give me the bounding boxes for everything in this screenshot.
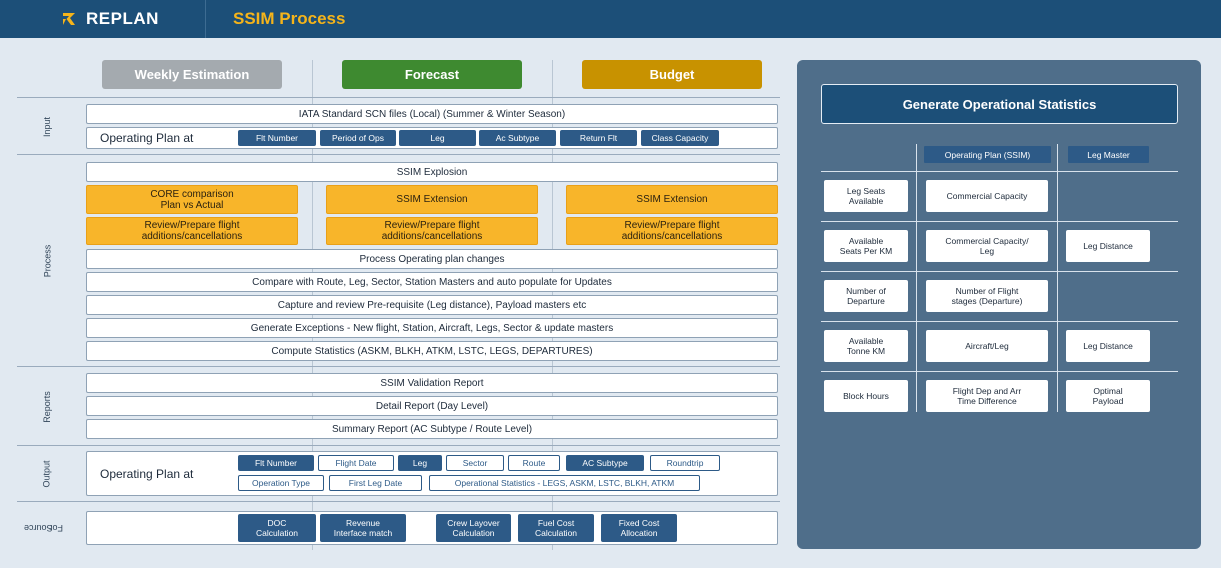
forecast-header: Forecast [342, 60, 522, 89]
panel-divider [821, 271, 1178, 272]
input-tag: Class Capacity [641, 130, 719, 146]
source-for-tag: DOC Calculation [238, 514, 316, 542]
source-for-tag: Fuel Cost Calculation [518, 514, 594, 542]
panel-col-header-leg-master: Leg Master [1068, 146, 1149, 163]
iata-scn-files-box: IATA Standard SCN files (Local) (Summer & Winter Season) [86, 104, 778, 124]
stat-master-cell: Leg Distance [1066, 230, 1150, 262]
section-label-reports: Reports [42, 391, 53, 423]
panel-divider [821, 371, 1178, 372]
stat-metric-cell: Available Seats Per KM [824, 230, 908, 262]
output-tag: AC Subtype [566, 455, 644, 471]
input-tag: Leg [399, 130, 476, 146]
core-comparison-box: CORE comparison Plan vs Actual [86, 185, 298, 214]
process-row: Compute Statistics (ASKM, BLKH, ATKM, LSTC, LEGS, DEPARTURES) [86, 341, 778, 361]
section-separator [17, 154, 780, 155]
page-title: SSIM Process [233, 9, 346, 28]
top-bar [0, 0, 1221, 38]
ssim-extension-budget-box: SSIM Extension [566, 185, 778, 214]
stat-plan-cell: Flight Dep and Arr Time Difference [926, 380, 1048, 412]
report-row: Detail Report (Day Level) [86, 396, 778, 416]
output-tag: Leg [398, 455, 442, 471]
logo-text: REPLAN [86, 9, 159, 28]
section-separator [17, 501, 780, 502]
input-tag: Return Flt [560, 130, 637, 146]
report-row: SSIM Validation Report [86, 373, 778, 393]
header-divider [205, 0, 206, 38]
process-row: Compare with Route, Leg, Sector, Station Masters and auto populate for Updates [86, 272, 778, 292]
panel-divider [821, 321, 1178, 322]
output-tag: Sector [446, 455, 504, 471]
stat-plan-cell: Number of Flight stages (Departure) [926, 280, 1048, 312]
panel-col-header-operating-plan: Operating Plan (SSIM) [924, 146, 1051, 163]
stat-metric-cell: Available Tonne KM [824, 330, 908, 362]
review-flight-box-weekly: Review/Prepare flight additions/cancellations [86, 217, 298, 245]
section-label-output: Output [42, 460, 52, 488]
review-flight-box-budget: Review/Prepare flight additions/cancellations [566, 217, 778, 245]
ssim-extension-forecast-box: SSIM Extension [326, 185, 538, 214]
stat-metric-cell: Number of Departure [824, 280, 908, 312]
section-label-input: Input [42, 116, 52, 138]
panel-divider [821, 221, 1178, 222]
section-label-process: Process [42, 244, 53, 278]
process-row: Generate Exceptions - New flight, Station, Aircraft, Legs, Sector & update masters [86, 318, 778, 338]
process-row: Capture and review Pre-requisite (Leg distance), Payload masters etc [86, 295, 778, 315]
source-for-tag: Revenue Interface match [320, 514, 406, 542]
generate-statistics-title: Generate Operational Statistics [821, 84, 1178, 124]
source-for-line-2: For [49, 522, 63, 533]
weekly-estimation-header: Weekly Estimation [102, 60, 282, 89]
output-tag: Flt Number [238, 455, 314, 471]
section-label-source-for [23, 504, 63, 550]
section-separator [17, 445, 780, 446]
source-for-tag: Fixed Cost Allocation [601, 514, 677, 542]
replan-logo[interactable] [60, 8, 159, 30]
source-for-line-1: Source [23, 522, 53, 533]
output-operating-plan-label: Operating Plan at [100, 467, 194, 481]
review-flight-box-forecast: Review/Prepare flight additions/cancellations [326, 217, 538, 245]
stat-master-cell: Optimal Payload [1066, 380, 1150, 412]
output-tag: Route [508, 455, 560, 471]
output-tag: Flight Date [318, 455, 394, 471]
output-tag: Operation Type [238, 475, 324, 491]
output-tag: Operational Statistics - LEGS, ASKM, LSTC, BLKH, ATKM [429, 475, 700, 491]
ssim-explosion-box: SSIM Explosion [86, 162, 778, 182]
report-row: Summary Report (AC Subtype / Route Level) [86, 419, 778, 439]
stat-metric-cell: Leg Seats Available [824, 180, 908, 212]
input-operating-plan-label: Operating Plan at [100, 131, 194, 145]
replan-logo-icon [60, 9, 80, 29]
section-separator [17, 366, 780, 367]
stat-metric-cell: Block Hours [824, 380, 908, 412]
output-tag: Roundtrip [650, 455, 720, 471]
panel-divider [821, 171, 1178, 172]
section-separator [17, 97, 780, 98]
process-row: Process Operating plan changes [86, 249, 778, 269]
input-tag: Period of Ops [320, 130, 396, 146]
stat-plan-cell: Commercial Capacity [926, 180, 1048, 212]
input-tag: Flt Number [238, 130, 316, 146]
stat-plan-cell: Commercial Capacity/ Leg [926, 230, 1048, 262]
input-tag: Ac Subtype [479, 130, 556, 146]
stat-master-cell: Leg Distance [1066, 330, 1150, 362]
stat-plan-cell: Aircraft/Leg [926, 330, 1048, 362]
budget-header: Budget [582, 60, 762, 89]
source-for-tag: Crew Layover Calculation [436, 514, 511, 542]
output-tag: First Leg Date [329, 475, 422, 491]
